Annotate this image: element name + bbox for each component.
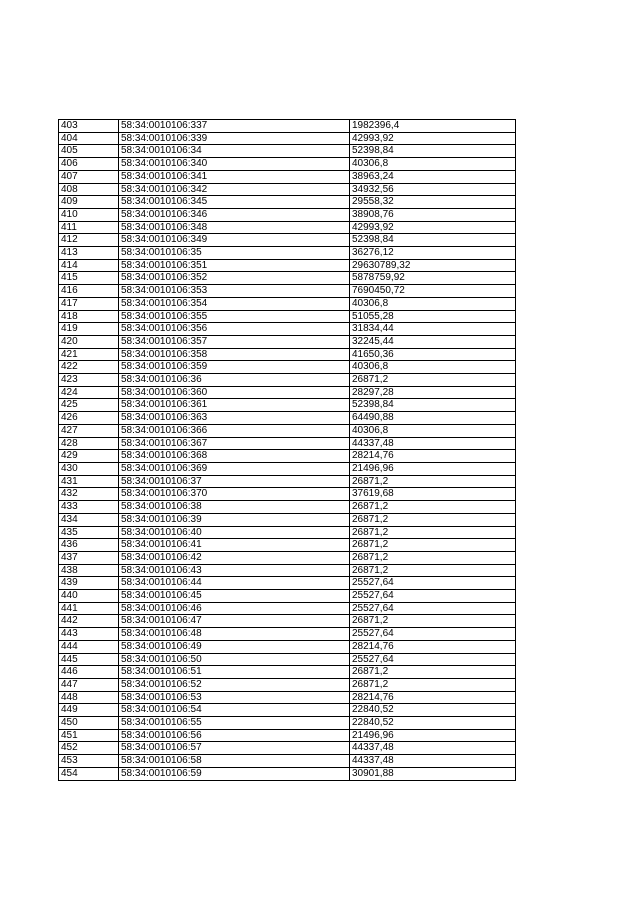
row-number-cell: 445 bbox=[59, 653, 119, 666]
value-cell: 52398,84 bbox=[350, 399, 516, 412]
value-cell: 36276,12 bbox=[350, 247, 516, 260]
value-cell: 40306,8 bbox=[350, 424, 516, 437]
cadastral-number-cell: 58:34:0010106:43 bbox=[119, 564, 350, 577]
row-number-cell: 447 bbox=[59, 678, 119, 691]
table-row bbox=[59, 564, 516, 577]
row-number-cell: 409 bbox=[59, 196, 119, 209]
table-row bbox=[59, 462, 516, 475]
row-number-cell: 449 bbox=[59, 704, 119, 717]
row-number-cell: 404 bbox=[59, 132, 119, 145]
row-number-cell: 452 bbox=[59, 742, 119, 755]
table-row bbox=[59, 208, 516, 221]
cadastral-number-cell: 58:34:0010106:351 bbox=[119, 259, 350, 272]
value-cell: 51055,28 bbox=[350, 310, 516, 323]
table-row bbox=[59, 272, 516, 285]
row-number-cell: 428 bbox=[59, 437, 119, 450]
row-number-cell: 437 bbox=[59, 551, 119, 564]
cadastral-number-cell: 58:34:0010106:354 bbox=[119, 297, 350, 310]
value-cell: 28214,76 bbox=[350, 691, 516, 704]
cadastral-number-cell: 58:34:0010106:367 bbox=[119, 437, 350, 450]
table-row bbox=[59, 678, 516, 691]
cadastral-number-cell: 58:34:0010106:356 bbox=[119, 323, 350, 336]
row-number-cell: 414 bbox=[59, 259, 119, 272]
table-row bbox=[59, 526, 516, 539]
cadastral-number-cell: 58:34:0010106:358 bbox=[119, 348, 350, 361]
value-cell: 1982396,4 bbox=[350, 120, 516, 133]
value-cell: 34932,56 bbox=[350, 183, 516, 196]
row-number-cell: 417 bbox=[59, 297, 119, 310]
cadastral-number-cell: 58:34:0010106:59 bbox=[119, 767, 350, 780]
table-row bbox=[59, 424, 516, 437]
row-number-cell: 423 bbox=[59, 374, 119, 387]
cadastral-number-cell: 58:34:0010106:348 bbox=[119, 221, 350, 234]
table-row bbox=[59, 221, 516, 234]
value-cell: 26871,2 bbox=[350, 539, 516, 552]
table-row bbox=[59, 717, 516, 730]
value-cell: 25527,64 bbox=[350, 628, 516, 641]
cadastral-number-cell: 58:34:0010106:42 bbox=[119, 551, 350, 564]
cadastral-number-cell: 58:34:0010106:45 bbox=[119, 590, 350, 603]
cadastral-number-cell: 58:34:0010106:357 bbox=[119, 335, 350, 348]
cadastral-number-cell: 58:34:0010106:359 bbox=[119, 361, 350, 374]
value-cell: 28214,76 bbox=[350, 640, 516, 653]
row-number-cell: 426 bbox=[59, 412, 119, 425]
value-cell: 26871,2 bbox=[350, 513, 516, 526]
row-number-cell: 420 bbox=[59, 335, 119, 348]
table-row bbox=[59, 120, 516, 133]
cadastral-number-cell: 58:34:0010106:349 bbox=[119, 234, 350, 247]
table-row bbox=[59, 691, 516, 704]
table-row bbox=[59, 488, 516, 501]
row-number-cell: 406 bbox=[59, 158, 119, 171]
cadastral-number-cell: 58:34:0010106:48 bbox=[119, 628, 350, 641]
value-cell: 42993,92 bbox=[350, 221, 516, 234]
value-cell: 22840,52 bbox=[350, 717, 516, 730]
table-row bbox=[59, 247, 516, 260]
value-cell: 29558,32 bbox=[350, 196, 516, 209]
cadastral-number-cell: 58:34:0010106:337 bbox=[119, 120, 350, 133]
row-number-cell: 441 bbox=[59, 602, 119, 615]
value-cell: 52398,84 bbox=[350, 234, 516, 247]
cadastral-number-cell: 58:34:0010106:58 bbox=[119, 755, 350, 768]
value-cell: 38963,24 bbox=[350, 170, 516, 183]
table-row bbox=[59, 653, 516, 666]
value-cell: 40306,8 bbox=[350, 158, 516, 171]
row-number-cell: 434 bbox=[59, 513, 119, 526]
cadastral-number-cell: 58:34:0010106:44 bbox=[119, 577, 350, 590]
table-row bbox=[59, 348, 516, 361]
cadastral-number-cell: 58:34:0010106:49 bbox=[119, 640, 350, 653]
value-cell: 44337,48 bbox=[350, 755, 516, 768]
value-cell: 31834,44 bbox=[350, 323, 516, 336]
value-cell: 28214,76 bbox=[350, 450, 516, 463]
table-row bbox=[59, 450, 516, 463]
cadastral-number-cell: 58:34:0010106:34 bbox=[119, 145, 350, 158]
cadastral-value-table bbox=[58, 119, 516, 781]
row-number-cell: 443 bbox=[59, 628, 119, 641]
table-row bbox=[59, 602, 516, 615]
row-number-cell: 421 bbox=[59, 348, 119, 361]
cadastral-number-cell: 58:34:0010106:345 bbox=[119, 196, 350, 209]
row-number-cell: 453 bbox=[59, 755, 119, 768]
cadastral-number-cell: 58:34:0010106:346 bbox=[119, 208, 350, 221]
table-row bbox=[59, 158, 516, 171]
cadastral-number-cell: 58:34:0010106:360 bbox=[119, 386, 350, 399]
cadastral-number-cell: 58:34:0010106:55 bbox=[119, 717, 350, 730]
row-number-cell: 442 bbox=[59, 615, 119, 628]
table-row bbox=[59, 323, 516, 336]
row-number-cell: 427 bbox=[59, 424, 119, 437]
value-cell: 29630789,32 bbox=[350, 259, 516, 272]
table-row bbox=[59, 145, 516, 158]
row-number-cell: 415 bbox=[59, 272, 119, 285]
cadastral-number-cell: 58:34:0010106:366 bbox=[119, 424, 350, 437]
row-number-cell: 425 bbox=[59, 399, 119, 412]
value-cell: 26871,2 bbox=[350, 526, 516, 539]
cadastral-number-cell: 58:34:0010106:50 bbox=[119, 653, 350, 666]
row-number-cell: 435 bbox=[59, 526, 119, 539]
cadastral-number-cell: 58:34:0010106:39 bbox=[119, 513, 350, 526]
row-number-cell: 418 bbox=[59, 310, 119, 323]
table-row bbox=[59, 335, 516, 348]
row-number-cell: 424 bbox=[59, 386, 119, 399]
table-row bbox=[59, 170, 516, 183]
value-cell: 37619,68 bbox=[350, 488, 516, 501]
value-cell: 26871,2 bbox=[350, 615, 516, 628]
cadastral-number-cell: 58:34:0010106:57 bbox=[119, 742, 350, 755]
value-cell: 52398,84 bbox=[350, 145, 516, 158]
table-row bbox=[59, 577, 516, 590]
value-cell: 40306,8 bbox=[350, 361, 516, 374]
value-cell: 26871,2 bbox=[350, 501, 516, 514]
cadastral-number-cell: 58:34:0010106:361 bbox=[119, 399, 350, 412]
table-row bbox=[59, 285, 516, 298]
cadastral-number-cell: 58:34:0010106:355 bbox=[119, 310, 350, 323]
cadastral-number-cell: 58:34:0010106:52 bbox=[119, 678, 350, 691]
cadastral-number-cell: 58:34:0010106:342 bbox=[119, 183, 350, 196]
value-cell: 25527,64 bbox=[350, 653, 516, 666]
value-cell: 5878759,92 bbox=[350, 272, 516, 285]
cadastral-number-cell: 58:34:0010106:38 bbox=[119, 501, 350, 514]
row-number-cell: 444 bbox=[59, 640, 119, 653]
row-number-cell: 410 bbox=[59, 208, 119, 221]
value-cell: 30901,88 bbox=[350, 767, 516, 780]
table-row bbox=[59, 412, 516, 425]
cadastral-number-cell: 58:34:0010106:352 bbox=[119, 272, 350, 285]
row-number-cell: 450 bbox=[59, 717, 119, 730]
table-row bbox=[59, 374, 516, 387]
value-cell: 26871,2 bbox=[350, 551, 516, 564]
table-row bbox=[59, 361, 516, 374]
table-row bbox=[59, 513, 516, 526]
table-row bbox=[59, 539, 516, 552]
row-number-cell: 422 bbox=[59, 361, 119, 374]
table-row bbox=[59, 628, 516, 641]
cadastral-number-cell: 58:34:0010106:54 bbox=[119, 704, 350, 717]
cadastral-number-cell: 58:34:0010106:340 bbox=[119, 158, 350, 171]
value-cell: 26871,2 bbox=[350, 475, 516, 488]
table-row bbox=[59, 259, 516, 272]
value-cell: 38908,76 bbox=[350, 208, 516, 221]
value-cell: 26871,2 bbox=[350, 678, 516, 691]
table-row bbox=[59, 742, 516, 755]
value-cell: 21496,96 bbox=[350, 729, 516, 742]
row-number-cell: 432 bbox=[59, 488, 119, 501]
value-cell: 42993,92 bbox=[350, 132, 516, 145]
cadastral-number-cell: 58:34:0010106:363 bbox=[119, 412, 350, 425]
cadastral-number-cell: 58:34:0010106:53 bbox=[119, 691, 350, 704]
table-row bbox=[59, 767, 516, 780]
cadastral-number-cell: 58:34:0010106:46 bbox=[119, 602, 350, 615]
table-row bbox=[59, 755, 516, 768]
row-number-cell: 413 bbox=[59, 247, 119, 260]
cadastral-number-cell: 58:34:0010106:35 bbox=[119, 247, 350, 260]
value-cell: 41650,36 bbox=[350, 348, 516, 361]
row-number-cell: 430 bbox=[59, 462, 119, 475]
value-cell: 44337,48 bbox=[350, 742, 516, 755]
table-row bbox=[59, 615, 516, 628]
value-cell: 28297,28 bbox=[350, 386, 516, 399]
cadastral-number-cell: 58:34:0010106:41 bbox=[119, 539, 350, 552]
table-row bbox=[59, 386, 516, 399]
table-row bbox=[59, 183, 516, 196]
table-row bbox=[59, 310, 516, 323]
row-number-cell: 454 bbox=[59, 767, 119, 780]
table-row bbox=[59, 729, 516, 742]
cadastral-number-cell: 58:34:0010106:47 bbox=[119, 615, 350, 628]
row-number-cell: 440 bbox=[59, 590, 119, 603]
row-number-cell: 438 bbox=[59, 564, 119, 577]
table-row bbox=[59, 590, 516, 603]
table-row bbox=[59, 501, 516, 514]
table-row bbox=[59, 437, 516, 450]
row-number-cell: 412 bbox=[59, 234, 119, 247]
cadastral-number-cell: 58:34:0010106:369 bbox=[119, 462, 350, 475]
row-number-cell: 419 bbox=[59, 323, 119, 336]
cadastral-number-cell: 58:34:0010106:56 bbox=[119, 729, 350, 742]
row-number-cell: 429 bbox=[59, 450, 119, 463]
row-number-cell: 436 bbox=[59, 539, 119, 552]
row-number-cell: 416 bbox=[59, 285, 119, 298]
value-cell: 26871,2 bbox=[350, 374, 516, 387]
cadastral-number-cell: 58:34:0010106:37 bbox=[119, 475, 350, 488]
cadastral-number-cell: 58:34:0010106:339 bbox=[119, 132, 350, 145]
cadastral-number-cell: 58:34:0010106:370 bbox=[119, 488, 350, 501]
row-number-cell: 431 bbox=[59, 475, 119, 488]
table-row bbox=[59, 196, 516, 209]
value-cell: 21496,96 bbox=[350, 462, 516, 475]
table-body bbox=[59, 120, 516, 781]
row-number-cell: 405 bbox=[59, 145, 119, 158]
cadastral-number-cell: 58:34:0010106:341 bbox=[119, 170, 350, 183]
cadastral-number-cell: 58:34:0010106:368 bbox=[119, 450, 350, 463]
value-cell: 44337,48 bbox=[350, 437, 516, 450]
table-row bbox=[59, 704, 516, 717]
value-cell: 25527,64 bbox=[350, 602, 516, 615]
value-cell: 7690450,72 bbox=[350, 285, 516, 298]
value-cell: 32245,44 bbox=[350, 335, 516, 348]
table-row bbox=[59, 399, 516, 412]
cadastral-number-cell: 58:34:0010106:40 bbox=[119, 526, 350, 539]
row-number-cell: 433 bbox=[59, 501, 119, 514]
cadastral-number-cell: 58:34:0010106:353 bbox=[119, 285, 350, 298]
row-number-cell: 448 bbox=[59, 691, 119, 704]
table-row bbox=[59, 666, 516, 679]
value-cell: 25527,64 bbox=[350, 590, 516, 603]
cadastral-number-cell: 58:34:0010106:51 bbox=[119, 666, 350, 679]
table-row bbox=[59, 234, 516, 247]
table-row bbox=[59, 297, 516, 310]
row-number-cell: 451 bbox=[59, 729, 119, 742]
value-cell: 25527,64 bbox=[350, 577, 516, 590]
table-row bbox=[59, 640, 516, 653]
value-cell: 26871,2 bbox=[350, 564, 516, 577]
row-number-cell: 439 bbox=[59, 577, 119, 590]
value-cell: 22840,52 bbox=[350, 704, 516, 717]
table-row bbox=[59, 132, 516, 145]
value-cell: 64490,88 bbox=[350, 412, 516, 425]
value-cell: 26871,2 bbox=[350, 666, 516, 679]
row-number-cell: 411 bbox=[59, 221, 119, 234]
row-number-cell: 407 bbox=[59, 170, 119, 183]
value-cell: 40306,8 bbox=[350, 297, 516, 310]
table-row bbox=[59, 551, 516, 564]
row-number-cell: 408 bbox=[59, 183, 119, 196]
cadastral-number-cell: 58:34:0010106:36 bbox=[119, 374, 350, 387]
table-row bbox=[59, 475, 516, 488]
row-number-cell: 403 bbox=[59, 120, 119, 133]
row-number-cell: 446 bbox=[59, 666, 119, 679]
